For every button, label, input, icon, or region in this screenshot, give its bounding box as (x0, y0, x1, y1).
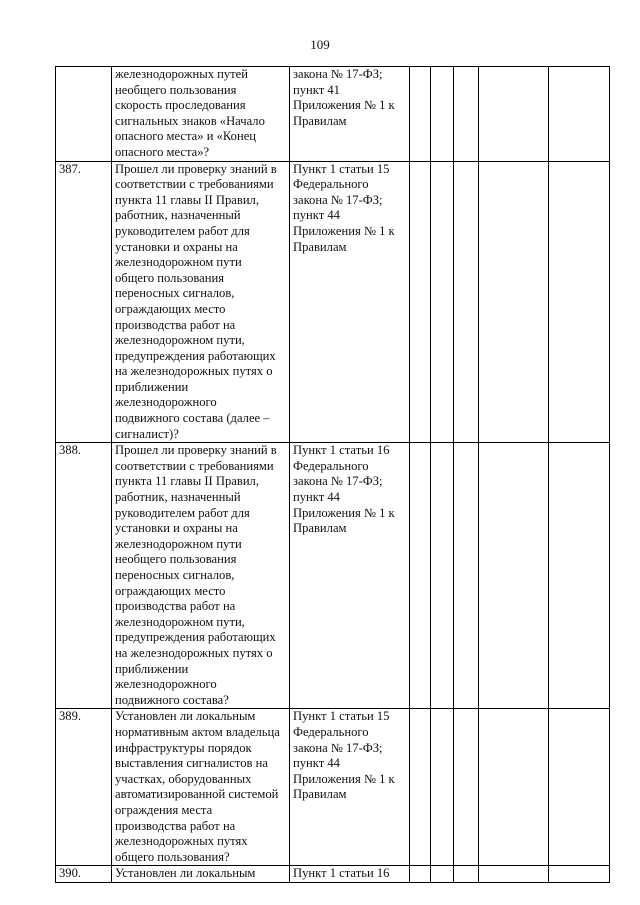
requirement-question: Прошел ли проверку знаний в соответствии с требованиями пункта 11 главы II Правил, работник, назначенный руководителем работ для установки и охраны на железнодорожном пути необщего пользования переносных сигналов, ограждающих место производства работ на железнодорожном пути, предупреждения работающих на железнодорожных путях о приближении железнодорожного подвижного состава? (112, 443, 290, 709)
answer-cell (410, 709, 431, 866)
answer-cell (431, 443, 454, 709)
table-row (56, 443, 610, 709)
answer-cell (410, 161, 431, 443)
answer-cell (410, 866, 431, 883)
requirement-question: Прошел ли проверку знаний в соответствии с требованиями пункта 11 главы II Правил, работник, назначенный руководителем работ для установки и охраны на железнодорожном пути общего пользования переносных сигналов, ограждающих место производства работ на железнодорожном пути, предупреждения работающих на железнодорожных путях о приближении железнодорожного подвижного состава (далее – сигналист)? (112, 161, 290, 443)
table-row (56, 709, 610, 866)
answer-cell (479, 866, 549, 883)
answer-cell (454, 709, 479, 866)
answer-cell (410, 67, 431, 162)
answer-cell (454, 67, 479, 162)
checklist-table (55, 66, 610, 883)
requirement-question: Установлен ли локальным нормативным актом владельца инфраструктуры порядок выставления сигналистов на участках, оборудованных автоматизированной системой ограждения места производства работ на железнодорожных путях общего пользования? (112, 709, 290, 866)
answer-cell (454, 443, 479, 709)
answer-cell (454, 161, 479, 443)
answer-cell (431, 866, 454, 883)
legal-reference: закона № 17-ФЗ; пункт 41 Приложения № 1 к Правилам (290, 67, 410, 162)
legal-reference: Пункт 1 статьи 16 (290, 866, 410, 883)
requirement-question: Установлен ли локальным (112, 866, 290, 883)
answer-cell (549, 709, 610, 866)
row-number: 389. (56, 709, 112, 866)
row-number: 387. (56, 161, 112, 443)
answer-cell (549, 443, 610, 709)
legal-reference: Пункт 1 статьи 15 Федерального закона № 17-ФЗ; пункт 44 Приложения № 1 к Правилам (290, 709, 410, 866)
answer-cell (479, 67, 549, 162)
table-row (56, 161, 610, 443)
table-row (56, 866, 610, 883)
legal-reference: Пункт 1 статьи 16 Федерального закона № 17-ФЗ; пункт 44 Приложения № 1 к Правилам (290, 443, 410, 709)
row-number (56, 67, 112, 162)
answer-cell (479, 709, 549, 866)
legal-reference: Пункт 1 статьи 15 Федерального закона № 17-ФЗ; пункт 44 Приложения № 1 к Правилам (290, 161, 410, 443)
answer-cell (549, 161, 610, 443)
page-number: 109 (310, 37, 330, 52)
row-number: 388. (56, 443, 112, 709)
answer-cell (479, 443, 549, 709)
answer-cell (431, 161, 454, 443)
answer-cell (479, 161, 549, 443)
answer-cell (410, 443, 431, 709)
answer-cell (454, 866, 479, 883)
answer-cell (431, 67, 454, 162)
row-number: 390. (56, 866, 112, 883)
table-row (56, 67, 610, 162)
answer-cell (549, 866, 610, 883)
answer-cell (549, 67, 610, 162)
requirement-question: железнодорожных путей необщего пользования скорость проследования сигнальных знаков «Начало опасного места» и «Конец опасного места»? (112, 67, 290, 162)
answer-cell (431, 709, 454, 866)
